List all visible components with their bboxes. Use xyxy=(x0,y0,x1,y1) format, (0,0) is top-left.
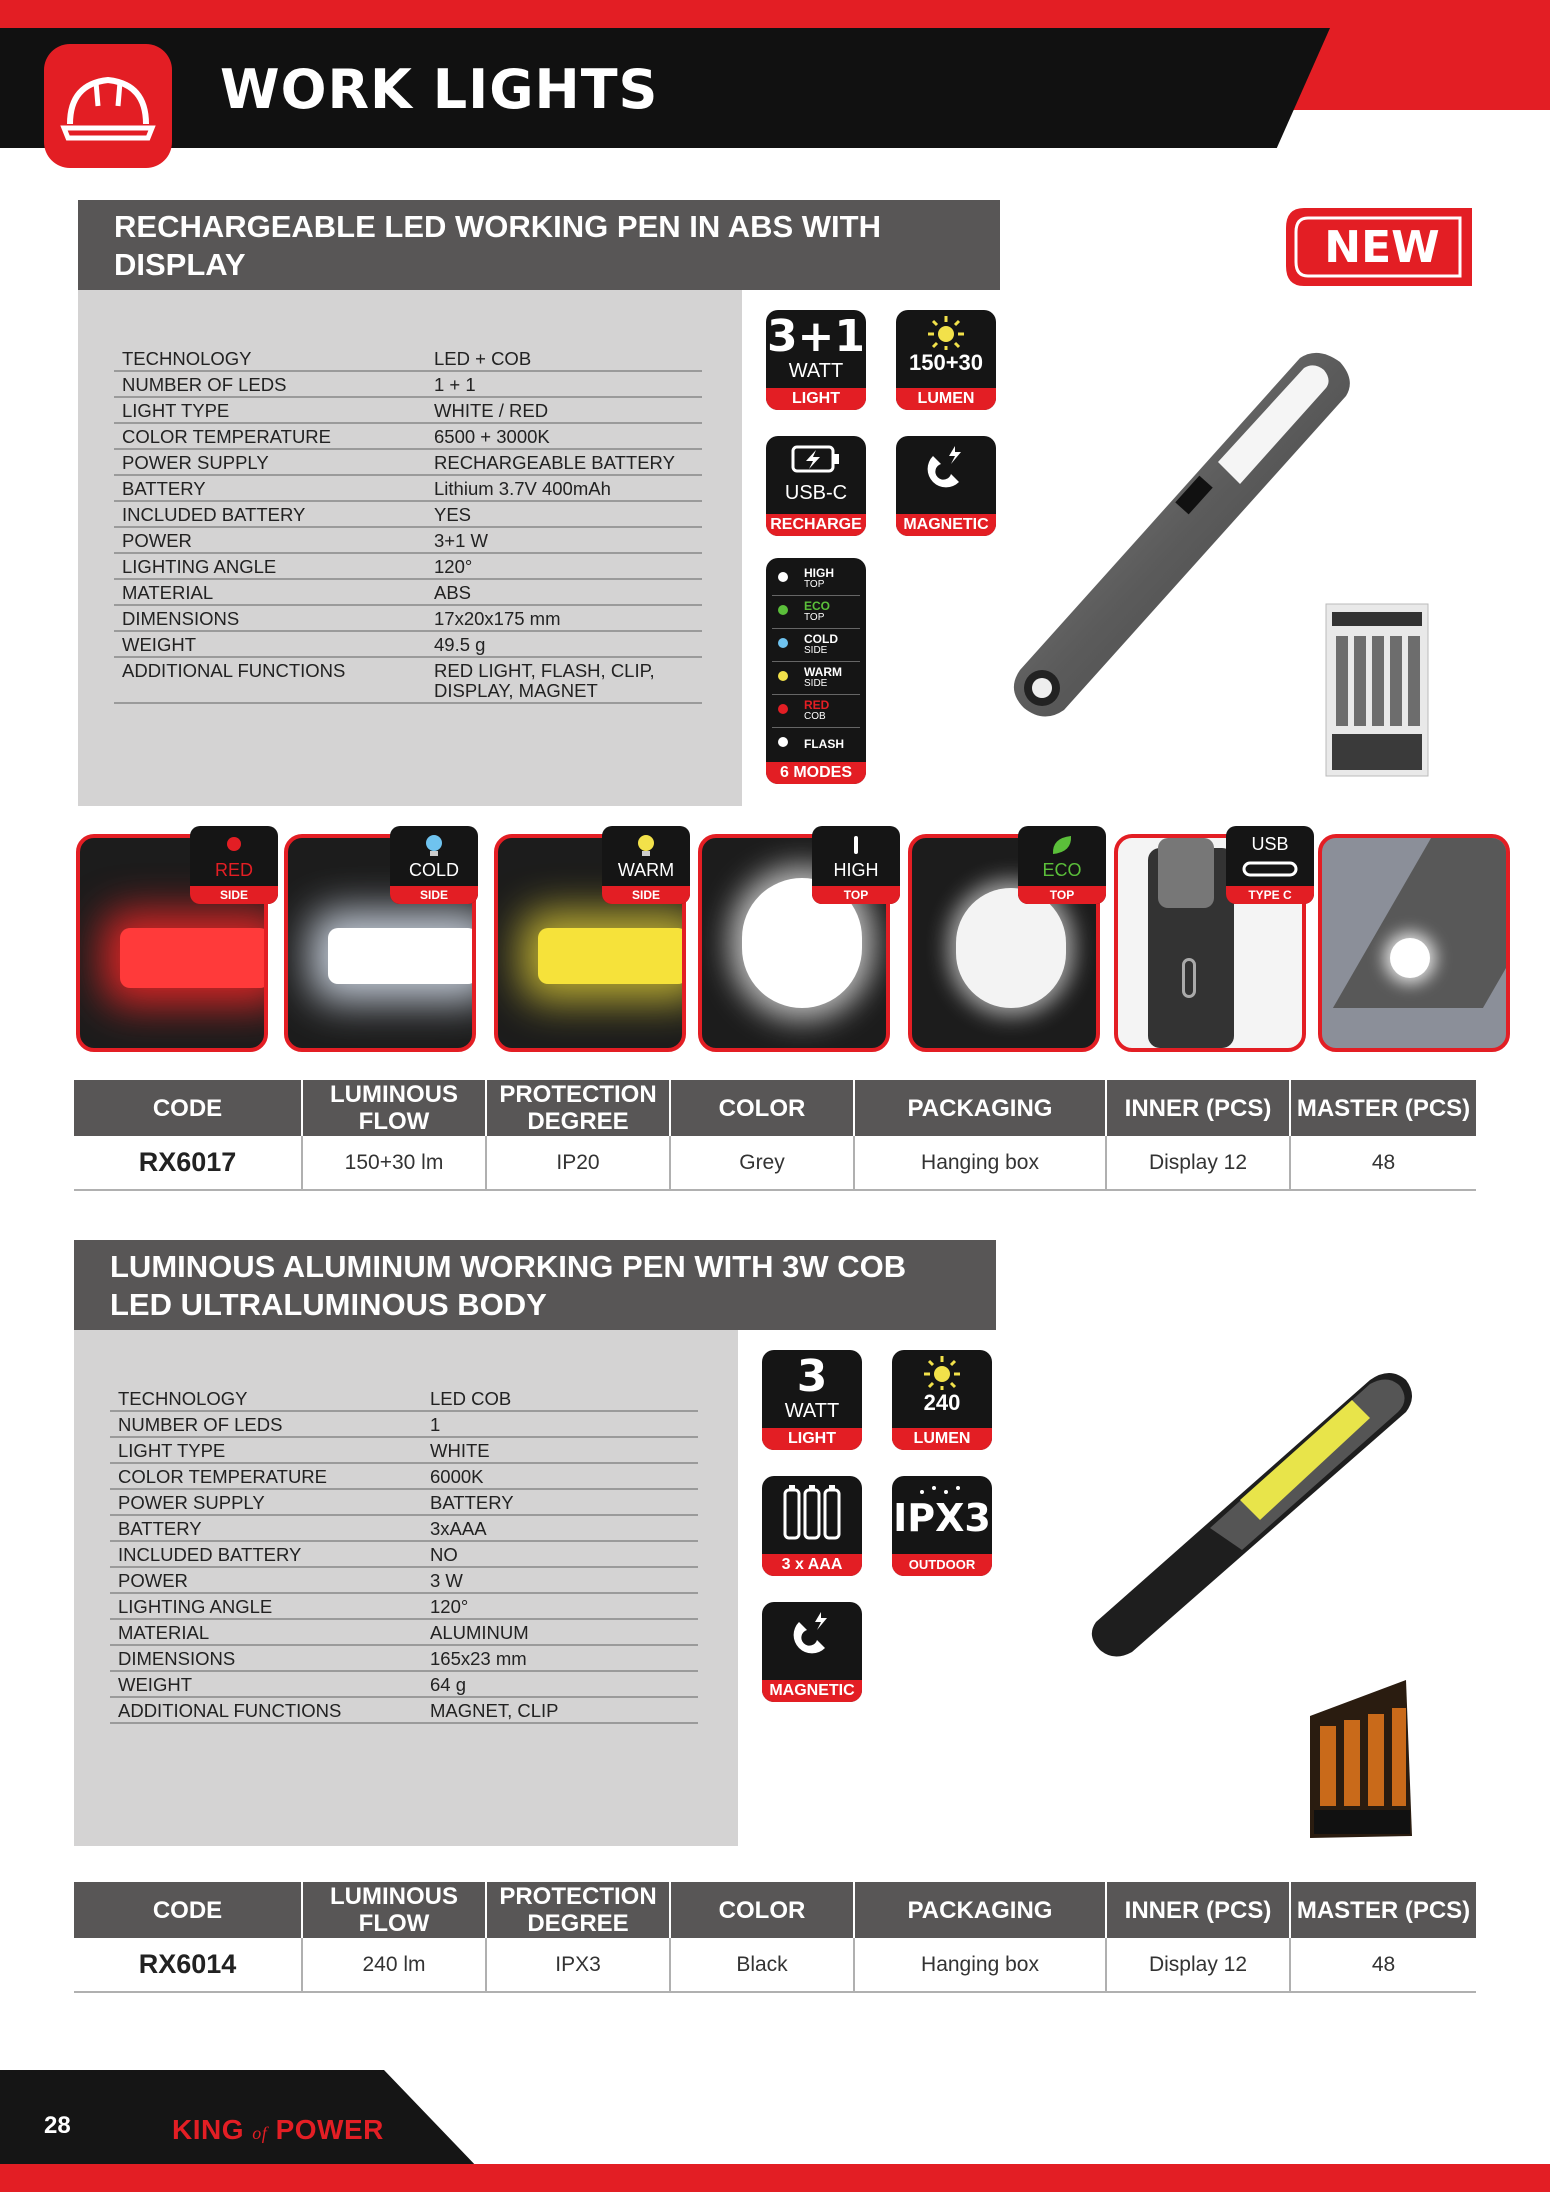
page-title: WORK LIGHTS xyxy=(220,58,659,121)
spec-label: ADDITIONAL FUNCTIONS xyxy=(114,657,426,703)
spec-value: 17x20x175 mm xyxy=(426,605,702,631)
tag-sub: TYPE C xyxy=(1226,886,1314,904)
spec-label: LIGHT TYPE xyxy=(114,397,426,423)
spec-label: MATERIAL xyxy=(114,579,426,605)
lumen-caption: LUMEN xyxy=(892,1428,992,1450)
table-header: INNER (PCS) xyxy=(1106,1882,1290,1938)
spec-row xyxy=(110,1671,698,1697)
mode-label: ECO xyxy=(804,599,831,613)
spec-value: 3xAAA xyxy=(422,1515,698,1541)
watt-caption: LIGHT xyxy=(766,388,866,410)
spec-row xyxy=(114,397,702,423)
spec-label: POWER xyxy=(114,527,426,553)
spec-row xyxy=(110,1386,698,1411)
spec-label: TECHNOLOGY xyxy=(110,1386,422,1411)
table-header: INNER (PCS) xyxy=(1106,1080,1290,1136)
spec-label: POWER SUPPLY xyxy=(114,449,426,475)
spec-value: Lithium 3.7V 400mAh xyxy=(426,475,702,501)
mode-dot-icon xyxy=(778,704,788,714)
modes-badge xyxy=(766,558,866,784)
spec-label: LIGHTING ANGLE xyxy=(110,1593,422,1619)
product-info-table xyxy=(74,1882,1476,1993)
product-image-pen xyxy=(1000,340,1370,720)
mode-dot-icon xyxy=(778,572,788,582)
spec-row xyxy=(110,1411,698,1437)
new-badge xyxy=(1284,204,1476,290)
table-cell: Grey xyxy=(670,1136,854,1190)
spec-row xyxy=(110,1697,698,1723)
spec-value: LED COB xyxy=(422,1386,698,1411)
table-cell: Black xyxy=(670,1938,854,1992)
lumen-value: 240 xyxy=(923,1390,961,1415)
leaf-icon xyxy=(1050,834,1074,856)
product-title xyxy=(78,200,1000,290)
mode-divider xyxy=(772,694,860,695)
watt-badge xyxy=(766,310,866,410)
spec-row xyxy=(114,475,702,501)
spec-value: MAGNET, CLIP xyxy=(422,1697,698,1723)
brand-of: of xyxy=(252,2123,268,2143)
table-cell: 150+30 lm xyxy=(302,1136,486,1190)
magnetic-badge xyxy=(762,1602,862,1702)
brand-king: KING xyxy=(172,2114,244,2145)
spec-row xyxy=(114,371,702,397)
spec-row xyxy=(110,1645,698,1671)
spec-value: LED + COB xyxy=(426,346,702,371)
product-title-line: LUMINOUS ALUMINUM WORKING PEN WITH 3W COB xyxy=(110,1249,907,1284)
hard-hat-icon xyxy=(44,44,172,168)
mode-label: FLASH xyxy=(804,737,844,751)
spec-label: COLOR TEMPERATURE xyxy=(114,423,426,449)
mode-sublabel: SIDE xyxy=(804,678,828,689)
product-title-line: LED ULTRALUMINOUS BODY xyxy=(110,1287,547,1322)
table-cell: Hanging box xyxy=(854,1938,1106,1992)
modes-caption: 6 MODES xyxy=(766,762,866,784)
table-header: PROTECTION DEGREE xyxy=(486,1882,670,1938)
header-red-corner xyxy=(1290,0,1550,110)
spec-row xyxy=(110,1567,698,1593)
mode-dot-icon xyxy=(778,605,788,615)
spec-label: WEIGHT xyxy=(110,1671,422,1697)
spec-row xyxy=(110,1463,698,1489)
lumen-badge xyxy=(896,310,996,410)
table-header: MASTER (PCS) xyxy=(1290,1882,1476,1938)
spec-value: 6500 + 3000K xyxy=(426,423,702,449)
table-header: PACKAGING xyxy=(854,1882,1106,1938)
ip-badge xyxy=(892,1476,992,1576)
watt-badge xyxy=(762,1350,862,1450)
watt-caption: LIGHT xyxy=(762,1428,862,1450)
lumen-caption: LUMEN xyxy=(896,388,996,410)
tag-cold xyxy=(390,826,478,904)
mode-divider xyxy=(772,595,860,596)
spec-label: MATERIAL xyxy=(110,1619,422,1645)
tag-red xyxy=(190,826,278,904)
spec-label: BATTERY xyxy=(110,1515,422,1541)
product-code: RX6014 xyxy=(74,1938,302,1992)
spec-row xyxy=(110,1593,698,1619)
red-dot-icon xyxy=(224,834,244,854)
display-box-image xyxy=(1322,600,1432,780)
mode-dot-icon xyxy=(778,671,788,681)
spec-value: 64 g xyxy=(422,1671,698,1697)
tag-warm xyxy=(602,826,690,904)
magnet-icon xyxy=(919,442,973,496)
table-cell: Display 12 xyxy=(1106,1136,1290,1190)
table-row xyxy=(74,1136,1476,1190)
table-header: LUMINOUS FLOW xyxy=(302,1080,486,1136)
usb-badge xyxy=(766,436,866,536)
spec-label: LIGHT TYPE xyxy=(110,1437,422,1463)
spec-label: NUMBER OF LEDS xyxy=(114,371,426,397)
spec-label: NUMBER OF LEDS xyxy=(110,1411,422,1437)
spec-label: INCLUDED BATTERY xyxy=(110,1541,422,1567)
display-box-image xyxy=(1306,1676,1416,1842)
table-header: COLOR xyxy=(670,1882,854,1938)
spec-value: BATTERY xyxy=(422,1489,698,1515)
lumen-value: 150+30 xyxy=(908,350,984,375)
spec-row xyxy=(114,579,702,605)
table-cell: Hanging box xyxy=(854,1136,1106,1190)
tag-sub: SIDE xyxy=(390,886,478,904)
spec-value: NO xyxy=(422,1541,698,1567)
table-cell: IPX3 xyxy=(486,1938,670,1992)
magnetic-caption: MAGNETIC xyxy=(762,1680,862,1702)
spec-label: COLOR TEMPERATURE xyxy=(110,1463,422,1489)
spec-table xyxy=(114,346,702,704)
spec-row xyxy=(110,1489,698,1515)
spec-value: RED LIGHT, FLASH, CLIP, DISPLAY, MAGNET xyxy=(426,657,702,703)
spec-row xyxy=(110,1619,698,1645)
spec-row xyxy=(114,346,702,371)
mode-dot-icon xyxy=(778,638,788,648)
table-cell: 240 lm xyxy=(302,1938,486,1992)
mode-label: HIGH xyxy=(804,566,834,580)
header-bar xyxy=(0,28,1330,148)
mode-item xyxy=(772,597,862,627)
spec-value: 3 W xyxy=(422,1567,698,1593)
photo-pen-on-plans xyxy=(1318,834,1510,1052)
mode-sublabel: SIDE xyxy=(804,645,828,656)
table-cell: 48 xyxy=(1290,1136,1476,1190)
spec-value: 49.5 g xyxy=(426,631,702,657)
table-header: LUMINOUS FLOW xyxy=(302,1882,486,1938)
sun-icon xyxy=(924,1356,960,1390)
mode-divider xyxy=(772,661,860,662)
mode-divider xyxy=(772,628,860,629)
spec-label: POWER SUPPLY xyxy=(110,1489,422,1515)
spec-label: TECHNOLOGY xyxy=(114,346,426,371)
spec-value: 6000K xyxy=(422,1463,698,1489)
mode-item xyxy=(772,663,862,693)
product-title xyxy=(74,1240,996,1330)
spec-value: ALUMINUM xyxy=(422,1619,698,1645)
tag-eco xyxy=(1018,826,1106,904)
spec-label: BATTERY xyxy=(114,475,426,501)
aaa-batteries-icon xyxy=(779,1482,845,1542)
spec-label: WEIGHT xyxy=(114,631,426,657)
mode-item xyxy=(772,696,862,726)
tag-label: RED xyxy=(214,860,253,880)
ip-caption: OUTDOOR xyxy=(892,1554,992,1576)
spec-label: DIMENSIONS xyxy=(114,605,426,631)
spec-row xyxy=(114,449,702,475)
spec-value: 1 + 1 xyxy=(426,371,702,397)
footer-stripe xyxy=(0,2164,1550,2192)
battery-badge xyxy=(762,1476,862,1576)
tag-high xyxy=(812,826,900,904)
watt-value: 3 xyxy=(796,1351,828,1402)
spec-row xyxy=(110,1541,698,1567)
spec-value: 120° xyxy=(426,553,702,579)
mode-label: WARM xyxy=(804,665,842,679)
mode-item xyxy=(772,630,862,660)
spec-row xyxy=(114,605,702,631)
table-cell: Display 12 xyxy=(1106,1938,1290,1992)
magnetic-caption: MAGNETIC xyxy=(896,514,996,536)
spec-value: WHITE xyxy=(422,1437,698,1463)
table-cell: 48 xyxy=(1290,1938,1476,1992)
watt-unit: WATT xyxy=(784,1400,840,1422)
table-header: PROTECTION DEGREE xyxy=(486,1080,670,1136)
spec-label: POWER xyxy=(110,1567,422,1593)
spec-value: YES xyxy=(426,501,702,527)
spec-label: INCLUDED BATTERY xyxy=(114,501,426,527)
tag-label: WARM xyxy=(617,860,675,880)
spec-row xyxy=(114,657,702,703)
spec-value: RECHARGEABLE BATTERY xyxy=(426,449,702,475)
spec-label: DIMENSIONS xyxy=(110,1645,422,1671)
product-code: RX6017 xyxy=(74,1136,302,1190)
mode-sublabel: TOP xyxy=(804,612,825,623)
spec-label: ADDITIONAL FUNCTIONS xyxy=(110,1697,422,1723)
table-header: CODE xyxy=(74,1080,302,1136)
product-title-line: DISPLAY xyxy=(114,247,246,282)
brand-logo xyxy=(172,2114,384,2146)
mode-item xyxy=(772,564,862,594)
spec-row xyxy=(114,631,702,657)
spec-row xyxy=(114,553,702,579)
tag-label: ECO xyxy=(1042,860,1082,880)
battery-caption: 3 x AAA xyxy=(762,1554,862,1576)
table-header: COLOR xyxy=(670,1080,854,1136)
spec-table xyxy=(110,1386,698,1724)
sun-icon xyxy=(928,316,964,350)
product-title-line: RECHARGEABLE LED WORKING PEN IN ABS WITH xyxy=(114,209,881,244)
spec-value: 120° xyxy=(422,1593,698,1619)
tag-sub: SIDE xyxy=(602,886,690,904)
battery-charge-icon xyxy=(790,442,842,476)
spec-row xyxy=(114,423,702,449)
table-header: MASTER (PCS) xyxy=(1290,1080,1476,1136)
spec-value: WHITE / RED xyxy=(426,397,702,423)
mode-sublabel: TOP xyxy=(804,579,825,590)
tag-sub: SIDE xyxy=(190,886,278,904)
mode-label: RED xyxy=(804,698,830,712)
table-cell: IP20 xyxy=(486,1136,670,1190)
tag-label: COLD xyxy=(408,860,459,880)
spec-row xyxy=(110,1515,698,1541)
lumen-badge xyxy=(892,1350,992,1450)
product-info-table xyxy=(74,1080,1476,1191)
tag-sub: TOP xyxy=(812,886,900,904)
magnetic-badge xyxy=(896,436,996,536)
watt-value: 3+1 xyxy=(766,311,866,362)
ip-value: IPX3 xyxy=(893,1496,991,1540)
tag-sub: TOP xyxy=(1018,886,1106,904)
tag-label: HIGH xyxy=(833,860,879,880)
mode-sublabel: COB xyxy=(804,711,826,722)
spec-value: 165x23 mm xyxy=(422,1645,698,1671)
bulb-cold-icon xyxy=(424,834,444,858)
spec-value: 1 xyxy=(422,1411,698,1437)
spec-row xyxy=(114,527,702,553)
spec-row xyxy=(114,501,702,527)
usb-label: USB-C xyxy=(784,482,848,504)
spec-row xyxy=(110,1437,698,1463)
tag-label: USB xyxy=(1251,834,1289,854)
mode-dot-icon xyxy=(778,737,788,747)
spec-label: LIGHTING ANGLE xyxy=(114,553,426,579)
mode-item xyxy=(772,729,862,759)
high-beam-icon xyxy=(851,834,861,856)
mode-label: COLD xyxy=(804,632,838,646)
tag-usb xyxy=(1226,826,1314,904)
page-number: 28 xyxy=(44,2112,71,2139)
spec-value: ABS xyxy=(426,579,702,605)
spec-value: 3+1 W xyxy=(426,527,702,553)
bulb-warm-icon xyxy=(636,834,656,858)
table-row xyxy=(74,1938,1476,1992)
product-image-pen xyxy=(1080,1360,1420,1660)
brand-power: POWER xyxy=(275,2114,384,2145)
watt-unit: WATT xyxy=(788,360,844,382)
table-header: CODE xyxy=(74,1882,302,1938)
usb-caption: RECHARGE xyxy=(766,514,866,536)
new-badge-label: NEW xyxy=(1324,222,1440,273)
usb-c-port-icon xyxy=(1240,860,1300,878)
table-header: PACKAGING xyxy=(854,1080,1106,1136)
magnet-icon xyxy=(785,1608,839,1662)
mode-divider xyxy=(772,727,860,728)
